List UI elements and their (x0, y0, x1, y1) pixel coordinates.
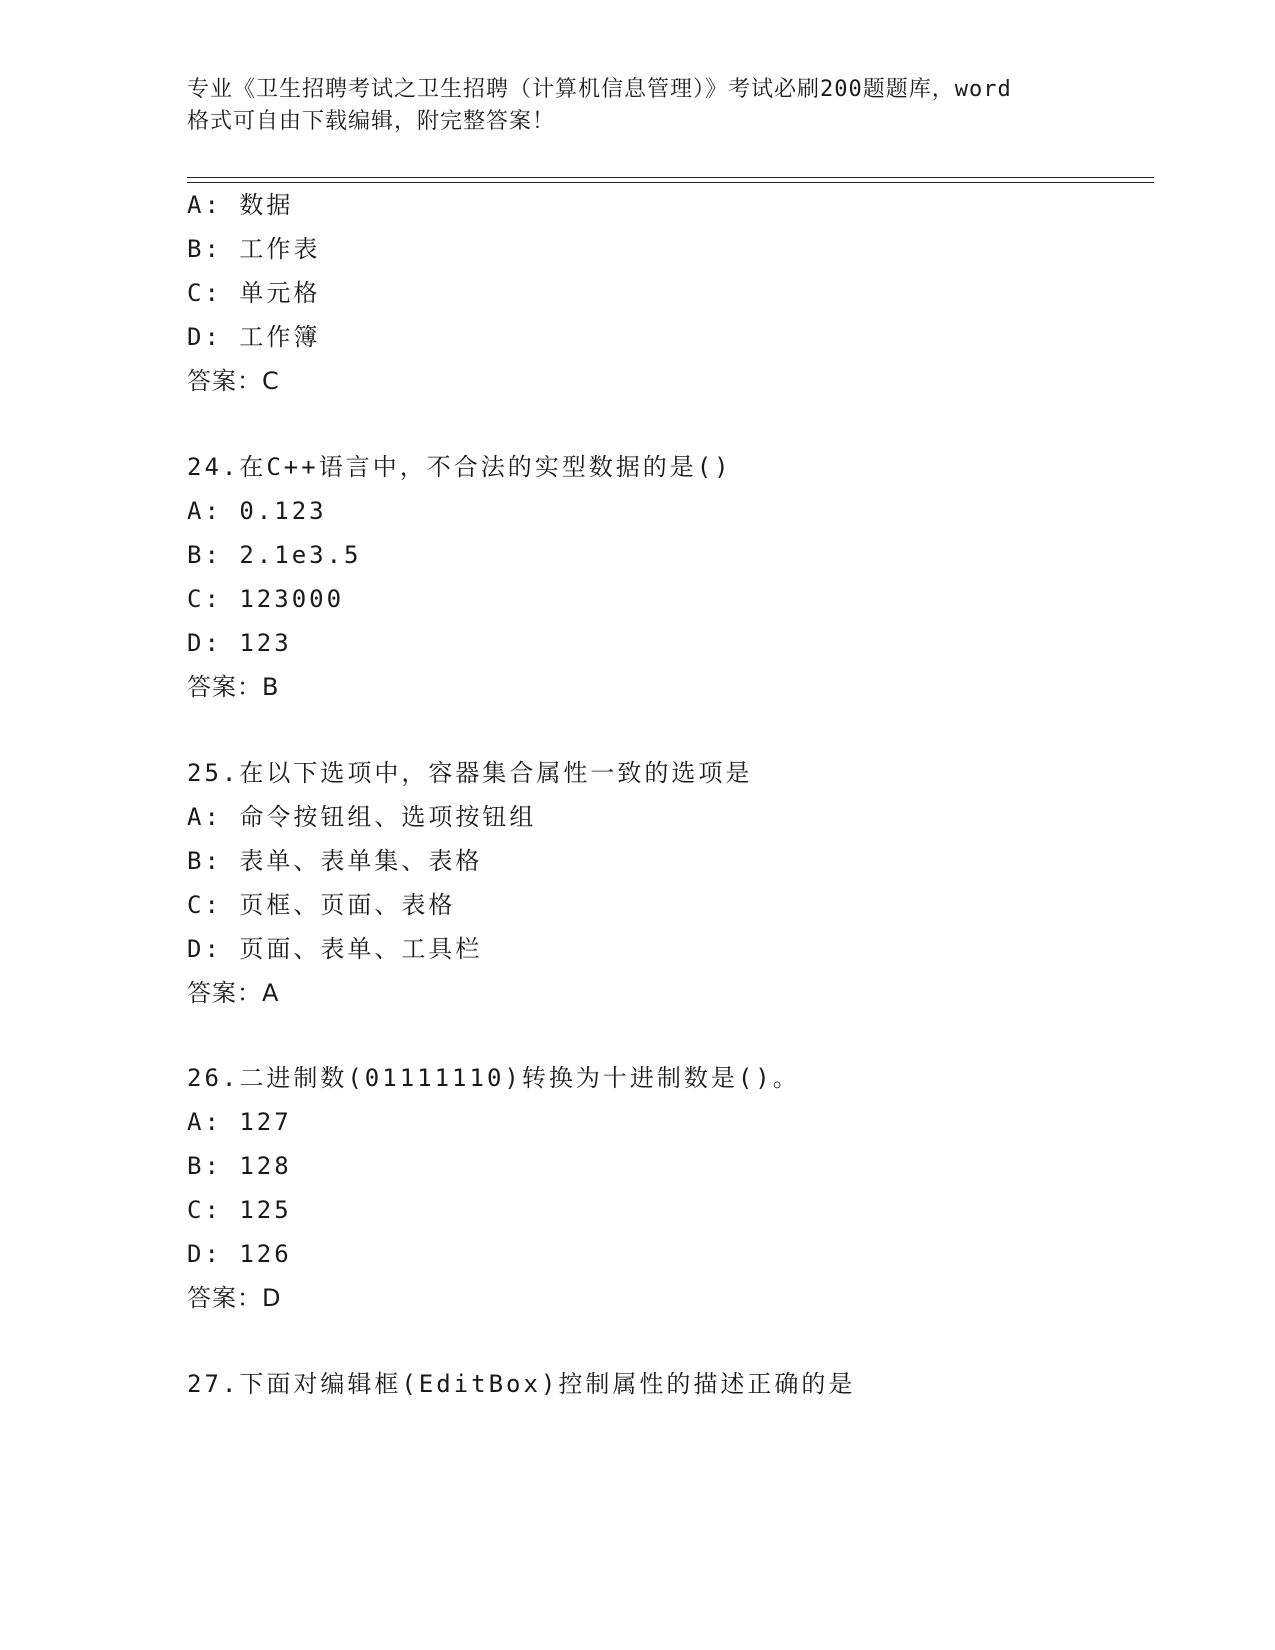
option-c: C: 单元格 (187, 279, 321, 307)
answer: 答案：A (187, 979, 280, 1007)
question-25: 25.在以下选项中，容器集合属性一致的选项是 (187, 759, 753, 787)
option-d: D: 126 (187, 1240, 292, 1268)
question-27: 27.下面对编辑框(EditBox)控制属性的描述正确的是 (187, 1370, 856, 1398)
answer: 答案：B (187, 673, 280, 701)
option-d: D: 123 (187, 629, 292, 657)
option-c: C: 页框、页面、表格 (187, 891, 456, 919)
answer: 答案：C (187, 367, 280, 395)
header-divider-top (187, 177, 1154, 178)
option-a: A: 0.123 (187, 497, 327, 525)
option-b: B: 128 (187, 1152, 292, 1180)
option-d: D: 工作簿 (187, 323, 321, 351)
header-divider-bottom (187, 182, 1154, 183)
document-header: 专业《卫生招聘考试之卫生招聘（计算机信息管理）》考试必刷200题题库，word 格式可自由下载编辑，附完整答案！ (187, 77, 1012, 134)
option-b: B: 工作表 (187, 235, 321, 263)
option-c: C: 123000 (187, 585, 345, 613)
option-a: A: 数据 (187, 191, 294, 219)
option-a: A: 127 (187, 1108, 292, 1136)
option-b: B: 表单、表单集、表格 (187, 847, 483, 875)
option-c: C: 125 (187, 1196, 292, 1224)
option-b: B: 2.1e3.5 (187, 541, 362, 569)
question-26: 26.二进制数(01111110)转换为十进制数是()。 (187, 1064, 800, 1092)
option-a: A: 命令按钮组、选项按钮组 (187, 803, 537, 831)
option-d: D: 页面、表单、工具栏 (187, 935, 483, 963)
question-24: 24.在C++语言中，不合法的实型数据的是() (187, 453, 732, 481)
answer: 答案：D (187, 1284, 282, 1312)
